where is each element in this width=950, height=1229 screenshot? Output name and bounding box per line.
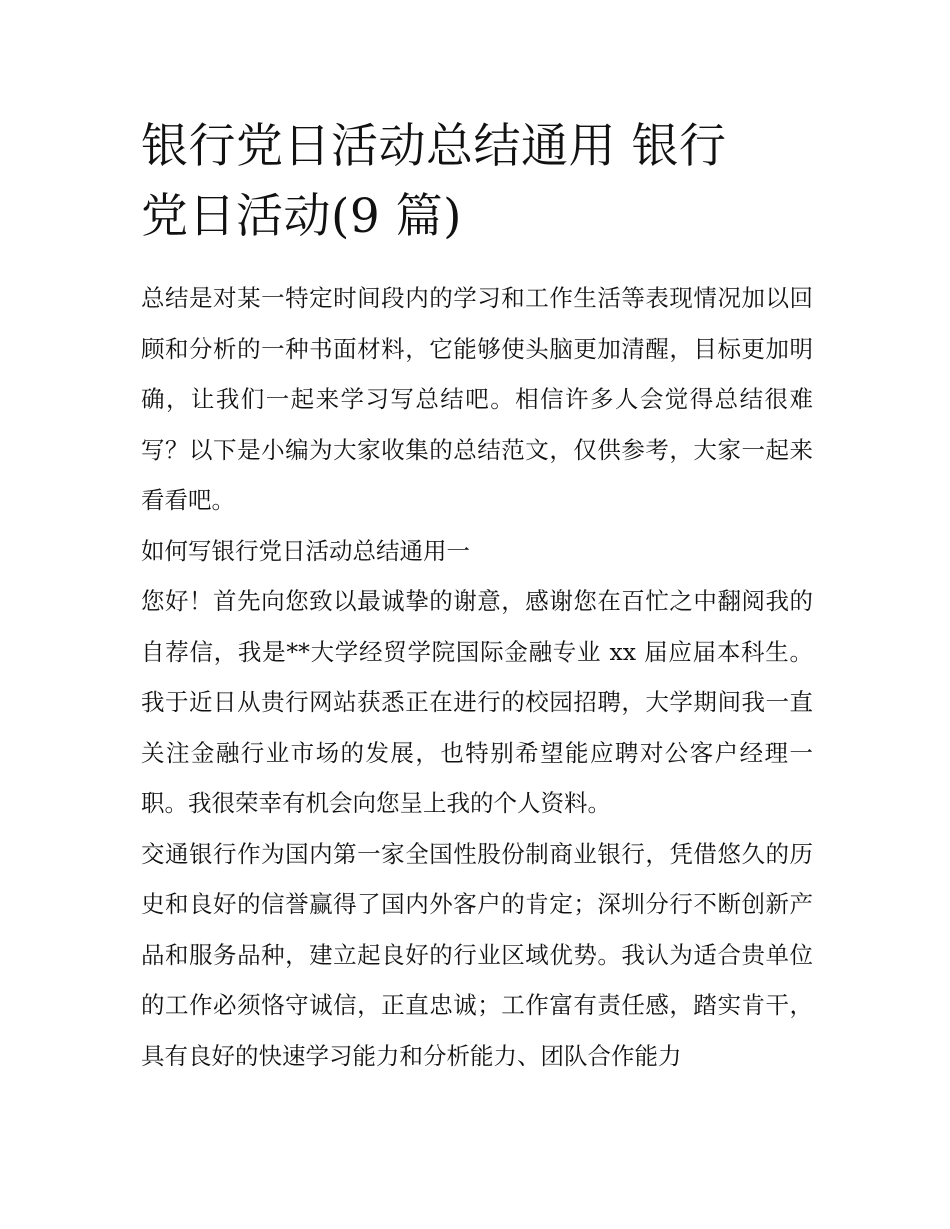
body-paragraph-1: 您好！首先向您致以最诚挚的谢意，感谢您在百忙之中翻阅我的自荐信，我是**大学经贸学院国际金融专业 xx 届应届本科生。我于近日从贵行网站获悉正在进行的校园招聘，大学期间我一直关注金融行业市场的发展，也特别希望能应聘对公客户经理一职。我很荣幸有机会向您呈上我的个人资料。 xyxy=(141,587,813,817)
document-body xyxy=(141,273,813,1081)
title-line-2: 党日活动(9 篇) xyxy=(141,189,463,244)
body-paragraph-2: 交通银行作为国内第一家全国性股份制商业银行，凭借悠久的历史和良好的信誉赢得了国内外客户的肯定；深圳分行不断创新产品和服务品种，建立起良好的行业区域优势。我认为适合贵单位的工作必须恪守诚信，正直忠诚；工作富有责任感，踏实肯干，具有良好的快速学习能力和分析能力、团队合作能力 xyxy=(141,839,813,1070)
section-heading: 如何写银行党日活动总结通用一 xyxy=(141,536,470,565)
intro-paragraph: 总结是对某一特定时间段内的学习和工作生活等表现情况加以回顾和分析的一种书面材料，它能够使头脑更加清醒，目标更加明确，让我们一起来学习写总结吧。相信许多人会觉得总结很难写？以下是小编为大家收集的总结范文，仅供参考，大家一起来看看吧。 xyxy=(141,284,813,514)
title-line-1: 银行党日活动总结通用 银行 xyxy=(141,119,727,174)
document-page xyxy=(141,112,813,1081)
document-title xyxy=(141,112,813,252)
